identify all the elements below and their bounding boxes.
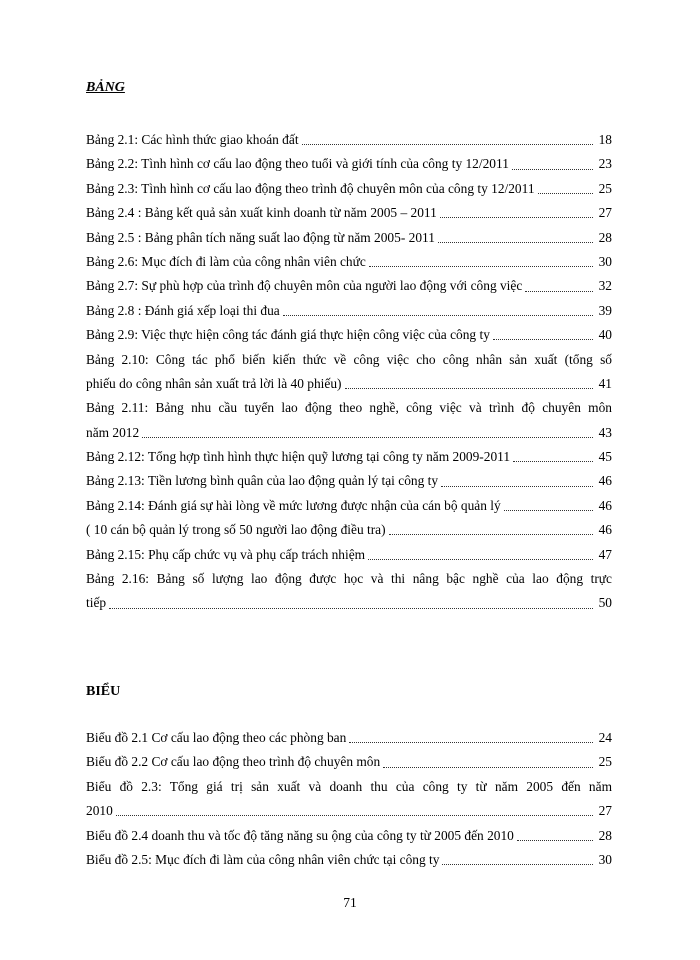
dot-leader bbox=[513, 460, 593, 462]
toc-page-number: 28 bbox=[598, 827, 612, 843]
toc-entry-text-line: Biểu đồ 2.3: Tổng giá trị sản xuất và doanh thu của công ty từ năm 2005 đến năm bbox=[86, 778, 612, 794]
toc-list-bieu bbox=[86, 726, 612, 872]
section-title-bieu: BIỂU bbox=[86, 684, 121, 699]
dot-leader bbox=[442, 863, 593, 865]
dot-leader bbox=[538, 192, 593, 194]
dot-leader bbox=[283, 314, 593, 316]
toc-page-number: 27 bbox=[598, 205, 612, 221]
dot-leader bbox=[493, 338, 593, 340]
toc-entry-text: Biểu đồ 2.4 doanh thu và tốc độ tăng năng su ộng của công ty từ 2005 đến 2010 bbox=[86, 827, 514, 843]
toc-entry[interactable] bbox=[86, 824, 612, 848]
toc-entry[interactable] bbox=[86, 567, 612, 616]
toc-entry-text: ( 10 cán bộ quản lý trong số 50 người lao động điều tra) bbox=[86, 522, 386, 538]
toc-page-number: 30 bbox=[598, 851, 612, 867]
toc-entry[interactable] bbox=[86, 750, 612, 774]
toc-entry[interactable] bbox=[86, 775, 612, 824]
toc-page-number: 30 bbox=[598, 253, 612, 269]
toc-entry-text-line: Bảng 2.16: Bảng số lượng lao động được học và thi nâng bậc nghề của lao động trực bbox=[86, 571, 612, 587]
dot-leader bbox=[142, 436, 593, 438]
toc-entry-text: tiếp bbox=[86, 595, 107, 611]
page-number: 71 bbox=[343, 895, 357, 910]
dot-leader bbox=[441, 485, 593, 487]
toc-entry-text: 2010 bbox=[86, 803, 113, 819]
toc-entry-text: Biểu đồ 2.2 Cơ cấu lao động theo trình độ chuyên môn bbox=[86, 754, 381, 770]
toc-page-number: 50 bbox=[598, 595, 612, 611]
toc-entry-text: Bảng 2.6: Mục đích đi làm của công nhân viên chức bbox=[86, 253, 366, 269]
dot-leader bbox=[525, 290, 593, 292]
toc-entry-text-line: Bảng 2.11: Bảng nhu cầu tuyển lao động theo nghề, công việc và trình độ chuyên môn bbox=[86, 400, 612, 416]
section-title-bang: BẢNG bbox=[86, 80, 125, 95]
toc-entry-text: Bảng 2.5 : Bảng phân tích năng suất lao động từ năm 2005- 2011 bbox=[86, 229, 435, 245]
dot-leader bbox=[504, 509, 593, 511]
toc-page-number: 32 bbox=[598, 278, 612, 294]
toc-list-bang bbox=[86, 128, 612, 616]
toc-entry-text: phiếu do công nhân sản xuất trả lời là 40 phiếu) bbox=[86, 375, 342, 391]
toc-entry[interactable] bbox=[86, 226, 612, 250]
toc-page-number: 41 bbox=[598, 375, 612, 391]
toc-entry-text: Biểu đồ 2.5: Mục đích đi làm của công nhân viên chức tại công ty bbox=[86, 851, 440, 867]
dot-leader bbox=[345, 387, 594, 389]
dot-leader bbox=[349, 741, 593, 743]
toc-entry-text: Bảng 2.12: Tổng hợp tình hình thực hiện quỹ lương tại công ty năm 2009-2011 bbox=[86, 449, 511, 465]
dot-leader bbox=[383, 766, 593, 768]
toc-entry[interactable] bbox=[86, 726, 612, 750]
toc-entry[interactable] bbox=[86, 250, 612, 274]
dot-leader bbox=[517, 839, 593, 841]
toc-entry-text: Bảng 2.7: Sự phù hợp của trình độ chuyên môn của người lao động với công việc bbox=[86, 278, 523, 294]
toc-page-number: 28 bbox=[598, 229, 612, 245]
dot-leader bbox=[389, 533, 593, 535]
toc-page-number: 24 bbox=[598, 730, 612, 745]
toc-page-number: 27 bbox=[598, 803, 612, 819]
toc-page-number: 39 bbox=[598, 302, 612, 318]
toc-entry[interactable] bbox=[86, 469, 612, 493]
toc-entry-text: Bảng 2.15: Phụ cấp chức vụ và phụ cấp trách nhiệm bbox=[86, 546, 366, 562]
toc-page-number: 46 bbox=[598, 473, 612, 489]
toc-entry[interactable] bbox=[86, 177, 612, 201]
toc-page-number: 18 bbox=[598, 132, 612, 147]
toc-entry[interactable] bbox=[86, 128, 612, 152]
toc-entry-text: năm 2012 bbox=[86, 424, 140, 440]
toc-page-number: 45 bbox=[598, 449, 612, 465]
toc-entry[interactable] bbox=[86, 543, 612, 567]
dot-leader bbox=[512, 168, 593, 170]
toc-entry-text: Bảng 2.1: Các hình thức giao khoán đất bbox=[86, 132, 299, 147]
dot-leader bbox=[369, 265, 593, 267]
toc-entry-text: Bảng 2.4 : Bảng kết quả sản xuất kinh doanh từ năm 2005 – 2011 bbox=[86, 205, 437, 221]
toc-entry-text: Bảng 2.13: Tiền lương bình quân của lao động quản lý tại công ty bbox=[86, 473, 439, 489]
toc-entry-text: Bảng 2.8 : Đánh giá xếp loại thi đua bbox=[86, 302, 280, 318]
toc-entry[interactable] bbox=[86, 494, 612, 518]
toc-entry-text: Bảng 2.3: Tình hình cơ cấu lao động theo trình độ chuyên môn của công ty 12/2011 bbox=[86, 180, 535, 196]
toc-entry-text: Biểu đồ 2.1 Cơ cấu lao động theo các phòng ban bbox=[86, 730, 347, 745]
toc-entry[interactable] bbox=[86, 152, 612, 176]
toc-entry[interactable] bbox=[86, 299, 612, 323]
toc-entry[interactable] bbox=[86, 848, 612, 872]
toc-entry-text: Bảng 2.14: Đánh giá sự hài lòng về mức lương được nhận của cán bộ quản lý bbox=[86, 497, 501, 513]
dot-leader bbox=[368, 558, 593, 560]
toc-entry[interactable] bbox=[86, 201, 612, 225]
dot-leader bbox=[438, 241, 593, 243]
toc-page-number: 40 bbox=[598, 327, 612, 343]
toc-page-number: 23 bbox=[598, 156, 612, 172]
toc-entry[interactable] bbox=[86, 396, 612, 445]
toc-entry[interactable] bbox=[86, 323, 612, 347]
toc-page-number: 43 bbox=[598, 424, 612, 440]
dot-leader bbox=[116, 814, 593, 816]
dot-leader bbox=[109, 607, 593, 609]
toc-entry[interactable] bbox=[86, 445, 612, 469]
toc-page-number: 46 bbox=[598, 522, 612, 538]
toc-entry-text: Bảng 2.2: Tình hình cơ cấu lao động theo tuổi và giới tính của công ty 12/2011 bbox=[86, 156, 509, 172]
dot-leader bbox=[440, 216, 593, 218]
toc-page-number: 25 bbox=[598, 180, 612, 196]
toc-page-number: 46 bbox=[598, 497, 612, 513]
toc-entry[interactable] bbox=[86, 348, 612, 397]
toc-page-number: 47 bbox=[598, 546, 612, 562]
dot-leader bbox=[302, 143, 593, 145]
toc-entry[interactable] bbox=[86, 518, 612, 542]
toc-entry-text: Bảng 2.9: Việc thực hiện công tác đánh giá thực hiện công việc của công ty bbox=[86, 327, 490, 343]
toc-page-number: 25 bbox=[598, 754, 612, 770]
toc-entry[interactable] bbox=[86, 274, 612, 298]
toc-entry-text-line: Bảng 2.10: Công tác phổ biến kiến thức về công việc cho công nhân sản xuất (tổng số bbox=[86, 351, 612, 367]
